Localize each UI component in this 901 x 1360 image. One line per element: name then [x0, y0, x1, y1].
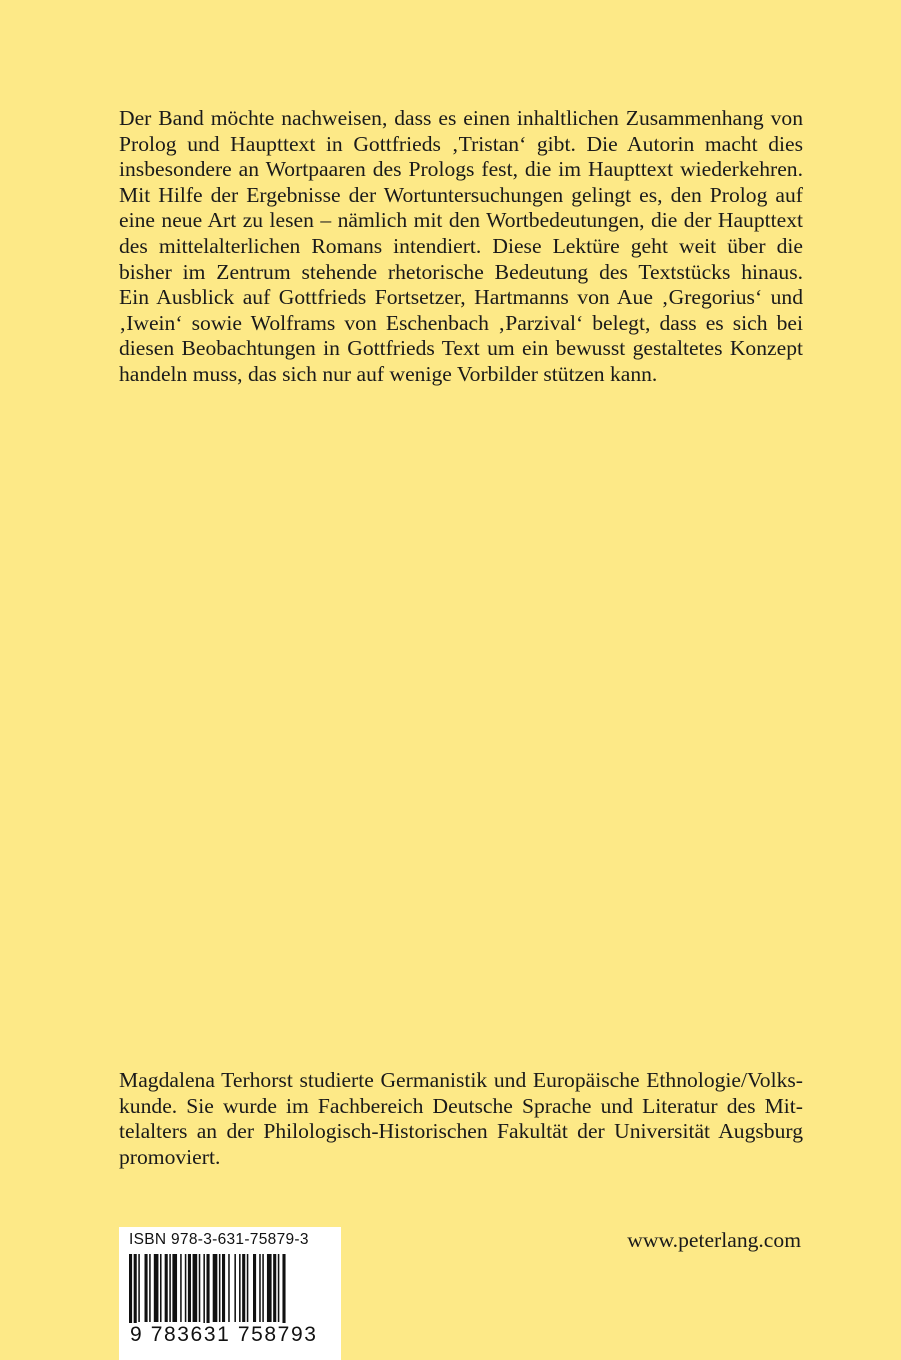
blurb-line: insbesondere an Wortpaaren des Prologs fest, die im Haupttext wiederkehren.	[119, 157, 803, 182]
barcode-bar	[219, 1254, 221, 1322]
barcode-bar	[160, 1254, 162, 1322]
isbn-barcode-box	[119, 1227, 341, 1360]
barcode-bar	[222, 1254, 225, 1322]
barcode-bar	[188, 1254, 191, 1322]
blurb-line: handeln muss, das sich nur auf wenige Vorbilder stützen kann.	[119, 361, 658, 386]
barcode-bar	[259, 1254, 261, 1322]
back-cover-blurb	[119, 106, 803, 388]
barcode-bar	[199, 1254, 201, 1322]
barcode-bar	[242, 1254, 245, 1322]
blurb-line: ‚Iwein‘ sowie Wolframs von Eschenbach ‚Parzival‘ belegt, dass es sich bei	[119, 310, 803, 335]
barcode-bar	[207, 1254, 210, 1330]
barcode-bar	[213, 1254, 218, 1322]
barcode-bar	[169, 1254, 171, 1322]
author-bio	[119, 1068, 803, 1170]
blurb-line: Prolog und Haupttext in Gottfrieds ‚Tristan‘ gibt. Die Autorin macht dies	[119, 131, 803, 156]
isbn-label: ISBN 978-3-631-75879-3	[129, 1231, 309, 1248]
barcode-bar	[228, 1254, 230, 1322]
barcode-bar	[273, 1254, 276, 1322]
barcode-bar	[154, 1254, 159, 1322]
barcode-bar	[185, 1254, 187, 1322]
blurb-line: eine neue Art zu lesen – nämlich mit den Wortbedeutungen, die der Haupttext	[119, 208, 803, 233]
barcode-digits: 9 783631 758793	[128, 1323, 336, 1347]
barcode-bar	[129, 1254, 132, 1330]
barcode-bar	[193, 1254, 198, 1322]
barcode-bar	[278, 1254, 280, 1322]
barcode-bar	[267, 1254, 272, 1322]
barcode-bar	[234, 1254, 236, 1322]
barcode-bar	[282, 1254, 285, 1330]
barcode-bar	[247, 1254, 249, 1322]
publisher-website: www.peterlang.com	[627, 1228, 801, 1252]
barcode-bar	[239, 1254, 241, 1322]
bio-line: promoviert.	[119, 1144, 221, 1169]
barcode-bar	[253, 1254, 256, 1322]
barcode-bar	[138, 1254, 140, 1322]
blurb-line: des mittelalterlichen Romans intendiert. Diese Lektüre geht weit über die	[119, 233, 803, 258]
barcode-icon	[127, 1254, 333, 1330]
barcode-bar	[180, 1254, 182, 1322]
bio-line: Magdalena Terhorst studierte Germanistik und Europäische Ethnologie/Volks-	[119, 1068, 803, 1092]
barcode-bar	[134, 1254, 137, 1330]
barcode-bar	[203, 1254, 205, 1330]
bio-line: telalters an der Philologisch-Historischen Fakultät der Universität Augsburg	[119, 1119, 803, 1144]
bio-line: kunde. Sie wurde im Fachbereich Deutsche Sprache und Literatur des Mit-	[119, 1093, 803, 1118]
blurb-line: Der Band möchte nachweisen, dass es einen inhaltlichen Zusammenhang von	[119, 106, 803, 130]
blurb-line: diesen Beobachtungen in Gottfrieds Text um ein bewusst gestaltetes Konzept	[119, 336, 803, 361]
barcode-bars	[127, 1254, 333, 1330]
barcode-bar	[145, 1254, 148, 1322]
barcode-bar	[149, 1254, 151, 1322]
blurb-line: bisher im Zentrum stehende rhetorische Bedeutung des Textstücks hinaus.	[119, 259, 803, 284]
barcode-bar	[165, 1254, 168, 1322]
blurb-line: Mit Hilfe der Ergebnisse der Wortuntersuchungen gelingt es, den Prolog auf	[119, 182, 803, 207]
barcode-bar	[172, 1254, 177, 1322]
blurb-line: Ein Ausblick auf Gottfrieds Fortsetzer, Hartmanns von Aue ‚Gregorius‘ und	[119, 285, 803, 310]
barcode-bar	[262, 1254, 264, 1322]
